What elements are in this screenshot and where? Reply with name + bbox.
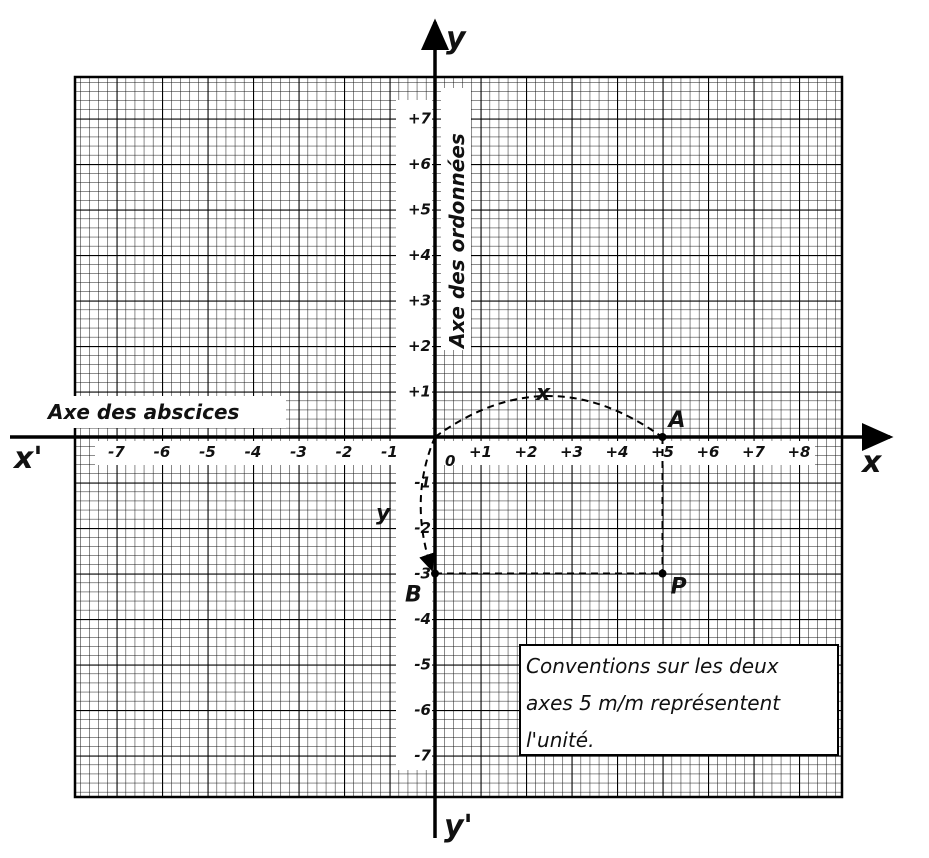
point-b-label: B xyxy=(405,582,422,608)
y-tick-label: +7 xyxy=(407,109,431,128)
x-tick-label: -7 xyxy=(108,443,125,461)
conventions-note xyxy=(520,645,838,755)
x-tick-label: +8 xyxy=(787,443,811,461)
y-tick-label: -2 xyxy=(414,519,431,537)
origin-label: 0 xyxy=(445,452,456,470)
point-a-label: A xyxy=(668,408,686,433)
y-tick-label: -6 xyxy=(414,701,431,719)
y-tick-label: +2 xyxy=(407,337,431,355)
y-arc-label: y xyxy=(376,501,391,526)
x-axis-label: x xyxy=(862,445,882,480)
x-tick-label: -1 xyxy=(381,443,398,461)
x-tick-label: +4 xyxy=(605,443,629,461)
x-tick-label: +7 xyxy=(741,443,766,461)
y-tick-label: -1 xyxy=(414,473,431,492)
point-a-marker xyxy=(659,433,667,441)
y-tick-label: +1 xyxy=(407,382,431,401)
x-tick-label: +3 xyxy=(559,443,584,461)
y-tick-label: -7 xyxy=(414,746,431,765)
note-line-1: Conventions sur les deux xyxy=(526,654,779,678)
abscissa-title: Axe des abscices xyxy=(48,400,240,424)
x-tick-label: +1 xyxy=(468,443,493,461)
point-b-marker xyxy=(431,570,439,578)
x-tick-label: -6 xyxy=(153,443,171,461)
x-tick-label: -2 xyxy=(335,443,353,461)
x-tick-label: +6 xyxy=(696,443,720,461)
x-tick-label: -4 xyxy=(244,443,262,461)
point-p-marker xyxy=(659,570,667,578)
x-tick-label: -5 xyxy=(199,443,216,461)
x-prime-axis-label: x' xyxy=(14,441,43,476)
x-tick-label: -3 xyxy=(290,443,307,461)
ordinate-title: Axe des ordonnées xyxy=(445,133,469,348)
y-tick-label: +3 xyxy=(407,291,431,310)
y-tick-label: +4 xyxy=(407,246,431,264)
y-tick-label: -5 xyxy=(414,655,431,674)
y-tick-label: +6 xyxy=(407,155,431,173)
x-arc-label: x xyxy=(536,381,551,406)
y-axis-label: y xyxy=(446,21,466,56)
y-tick-label: -4 xyxy=(414,610,431,628)
x-tick-label: +2 xyxy=(514,443,538,461)
y-prime-axis-label: y' xyxy=(444,809,473,844)
x-tick-label: +5 xyxy=(650,443,675,461)
y-tick-label: +5 xyxy=(407,200,431,219)
point-p-label: P xyxy=(670,574,687,600)
note-line-2: axes 5 m/m représentent xyxy=(526,691,781,715)
y-tick-label: -3 xyxy=(414,564,431,583)
note-line-3: l'unité. xyxy=(526,728,595,752)
